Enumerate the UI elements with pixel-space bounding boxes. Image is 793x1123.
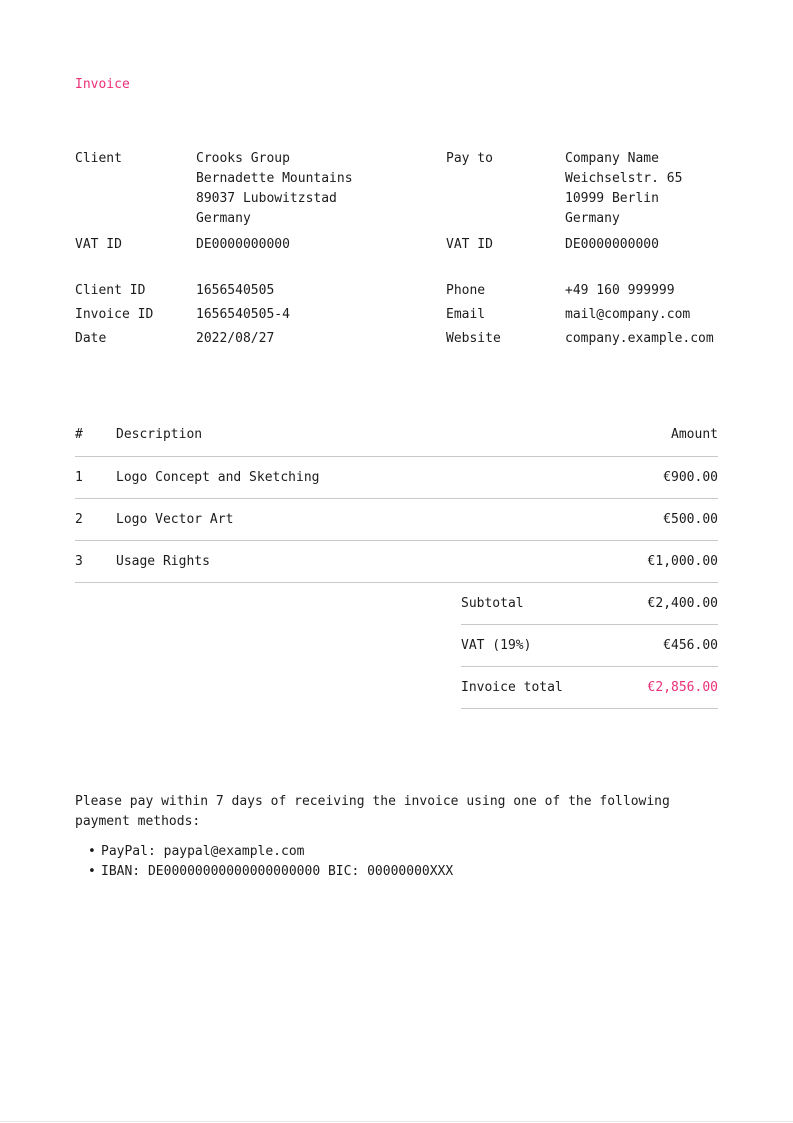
client-address — [196, 149, 446, 233]
invoice-id-label: Invoice ID — [75, 307, 154, 322]
phone-label: Phone — [446, 283, 486, 298]
subtotal-label: Subtotal — [461, 596, 524, 611]
date-value: 2022/08/27 — [196, 331, 275, 346]
phone-value: +49 160 999999 — [565, 283, 675, 298]
client-vat-label: VAT ID — [75, 237, 122, 252]
website-label: Website — [446, 331, 501, 346]
row-number: 3 — [75, 554, 83, 569]
line-items-table — [75, 428, 718, 583]
client-street: Bernadette Mountains — [196, 171, 353, 186]
email-label: Email — [446, 307, 486, 322]
email-value: mail@company.com — [565, 307, 691, 322]
payee-address — [565, 149, 718, 233]
client-label: Client — [75, 151, 122, 166]
subtotal-row — [461, 583, 718, 625]
row-amount: €900.00 — [663, 470, 718, 485]
info-spacer — [75, 257, 196, 279]
list-item — [75, 862, 718, 882]
header-description: Description — [116, 427, 203, 442]
client-id-value: 1656540505 — [196, 283, 275, 298]
payee-name: Company Name — [565, 151, 659, 166]
row-amount: €1,000.00 — [647, 554, 718, 569]
vat-row — [461, 625, 718, 667]
invoice-total-row — [461, 667, 718, 709]
row-number: 2 — [75, 512, 83, 527]
page-title: Invoice — [75, 77, 130, 92]
subtotal-amount: €2,400.00 — [647, 596, 718, 611]
payee-city: 10999 Berlin — [565, 191, 659, 206]
invoice-id-value: 1656540505-4 — [196, 307, 290, 322]
client-name: Crooks Group — [196, 151, 290, 166]
table-header-row — [75, 428, 718, 457]
row-amount: €500.00 — [663, 512, 718, 527]
iban-info: IBAN: DE00000000000000000000 BIC: 00000000XXX — [101, 864, 454, 879]
vat-amount: €456.00 — [663, 638, 718, 653]
totals-section — [461, 583, 718, 709]
row-description: Usage Rights — [116, 554, 210, 569]
vat-label: VAT (19%) — [461, 638, 532, 653]
website-value: company.example.com — [565, 331, 714, 346]
table-row — [75, 457, 718, 499]
payment-note: Please pay within 7 days of receiving the invoice using one of the following payment methods: — [75, 794, 670, 829]
row-description: Logo Concept and Sketching — [116, 470, 320, 485]
row-description: Logo Vector Art — [116, 512, 234, 527]
payment-methods-list — [75, 842, 718, 882]
paypal-info: PayPal: paypal@example.com — [101, 844, 305, 859]
header-number: # — [75, 427, 83, 442]
bullet-icon: • — [88, 844, 96, 859]
page-boundary-divider — [0, 1121, 793, 1122]
payee-street: Weichselstr. 65 — [565, 171, 683, 186]
row-number: 1 — [75, 470, 83, 485]
invoice-total-label: Invoice total — [461, 680, 563, 695]
invoice-total-amount: €2,856.00 — [647, 680, 718, 695]
table-row — [75, 499, 718, 541]
payee-vat-label: VAT ID — [446, 237, 493, 252]
header-amount: Amount — [671, 427, 718, 442]
payee-country: Germany — [565, 211, 620, 226]
table-row — [75, 541, 718, 583]
payee-label: Pay to — [446, 151, 493, 166]
bullet-icon: • — [88, 864, 96, 879]
invoice-content — [75, 0, 718, 882]
client-vat-value: DE0000000000 — [196, 237, 290, 252]
payee-vat-value: DE0000000000 — [565, 237, 659, 252]
client-id-label: Client ID — [75, 283, 146, 298]
invoice-info-grid — [75, 149, 718, 351]
date-label: Date — [75, 331, 107, 346]
client-city: 89037 Lubowitzstad — [196, 191, 337, 206]
client-country: Germany — [196, 211, 251, 226]
list-item — [75, 842, 718, 862]
